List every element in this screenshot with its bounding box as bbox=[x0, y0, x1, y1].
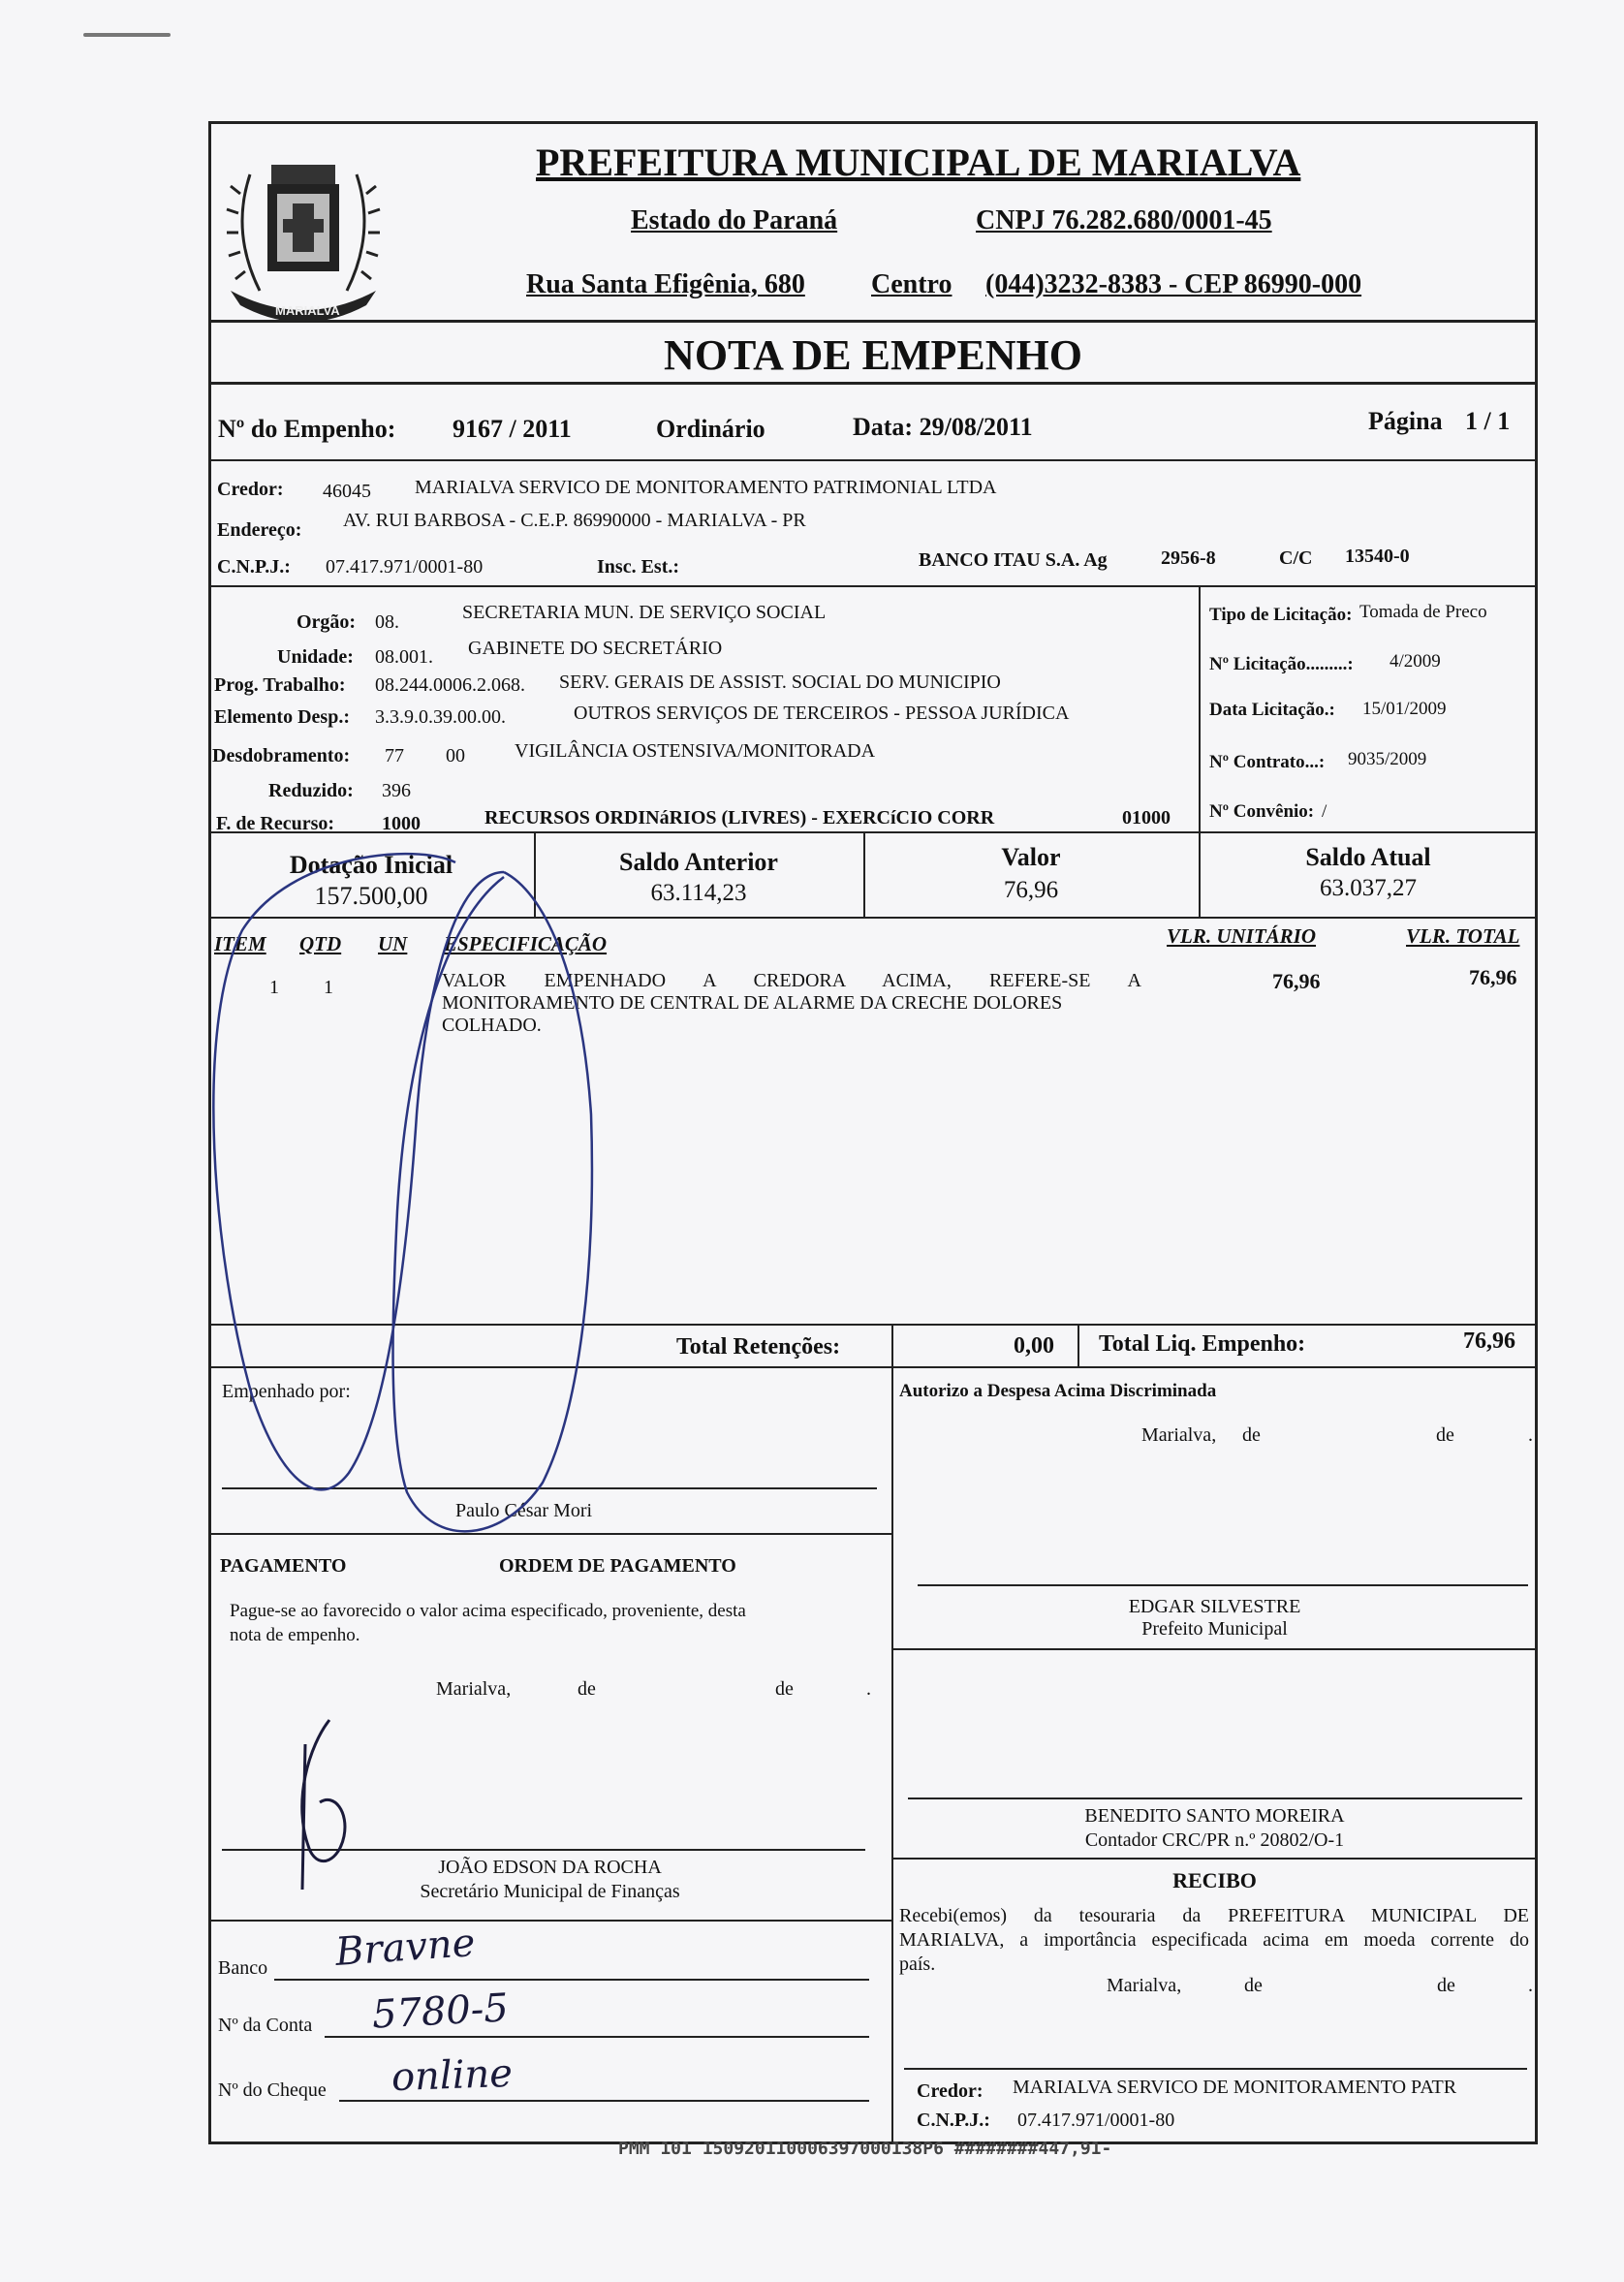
pague-text-2: nota de empenho. bbox=[230, 1625, 360, 1645]
divider-items bbox=[208, 1324, 1538, 1326]
empenho-number: 9167 / 2011 bbox=[453, 415, 572, 443]
valor-value: 76,96 bbox=[1003, 877, 1059, 903]
divider-totals-1 bbox=[891, 1324, 893, 1366]
recibo-de-2: de bbox=[1437, 1975, 1455, 1996]
banco-line bbox=[274, 1979, 869, 1981]
item-specification bbox=[442, 970, 1141, 1037]
autorizo-marialva: Marialva, bbox=[1141, 1424, 1217, 1446]
autorizo-dot: . bbox=[1528, 1424, 1533, 1446]
data-licitacao: 15/01/2009 bbox=[1362, 699, 1447, 719]
desdob-label: Desdobramento: bbox=[212, 745, 351, 766]
item-number: 1 bbox=[269, 977, 279, 998]
liq-empenho-label: Total Liq. Empenho: bbox=[1099, 1331, 1306, 1357]
recibo-credor-name: MARIALVA SERVICO DE MONITORAMENTO PATR bbox=[1013, 2077, 1457, 2098]
recibo-credor-label: Credor: bbox=[917, 2080, 984, 2102]
prog-name: SERV. GERAIS DE ASSIST. SOCIAL DO MUNICIPIO bbox=[559, 672, 1001, 693]
saldo-atual-value: 63.037,27 bbox=[1320, 875, 1417, 901]
pague-dot: . bbox=[866, 1678, 871, 1700]
item-spec-line-3: COLHADO. bbox=[442, 1015, 542, 1036]
prog-label: Prog. Trabalho: bbox=[214, 674, 346, 696]
col-vlr-total: VLR. TOTAL bbox=[1406, 924, 1520, 948]
orgao-code: 08. bbox=[375, 611, 399, 633]
empenhado-sign-line bbox=[222, 1487, 877, 1489]
crest-text: MARIALVA bbox=[275, 303, 340, 318]
divider-accountant bbox=[891, 1858, 1538, 1860]
prefeitura-district: Centro bbox=[871, 269, 953, 299]
col-un: UN bbox=[378, 932, 408, 955]
divider-mayor bbox=[891, 1648, 1538, 1650]
recibo-de-1: de bbox=[1244, 1975, 1263, 1996]
reduzido: 396 bbox=[382, 780, 411, 801]
divider-totals-2 bbox=[1077, 1324, 1079, 1366]
mayor-name: EDGAR SILVESTRE bbox=[1128, 1596, 1301, 1617]
orgao-label: Orgão: bbox=[297, 611, 357, 633]
divider-budget bbox=[208, 831, 1538, 833]
pague-text-1: Pague-se ao favorecido o valor acima especificado, proveniente, desta bbox=[230, 1601, 746, 1621]
empenho-number-label: Nº do Empenho: bbox=[218, 415, 396, 443]
secretary-name: JOÃO EDSON DA ROCHA bbox=[438, 1857, 662, 1878]
creditor-address-label: Endereço: bbox=[217, 519, 302, 541]
conta-line bbox=[325, 2036, 869, 2038]
cheque-line bbox=[339, 2100, 869, 2102]
item-spec-line-2: MONITORAMENTO DE CENTRAL DE ALARME DA CRECHE DOLORES bbox=[442, 992, 1063, 1014]
convenio-label: Nº Convênio: bbox=[1209, 801, 1315, 822]
mayor-title: Prefeito Municipal bbox=[1141, 1618, 1288, 1640]
retencoes-value: 0,00 bbox=[1014, 1333, 1054, 1359]
scan-mark bbox=[83, 33, 171, 37]
cheque-label: Nº do Cheque bbox=[218, 2079, 327, 2101]
contrato-label: Nº Contrato...: bbox=[1209, 752, 1326, 772]
saldo-atual-label: Saldo Atual bbox=[1305, 843, 1431, 871]
prefeitura-address: Rua Santa Efigênia, 680 bbox=[526, 269, 805, 299]
conta-handwriting: 5780-5 bbox=[370, 1985, 510, 2038]
pague-marialva: Marialva, bbox=[436, 1678, 512, 1700]
autorizo-de-1: de bbox=[1242, 1424, 1261, 1446]
dotacao-label: Dotação Inicial bbox=[289, 851, 453, 879]
secretary-sign-line bbox=[222, 1849, 865, 1851]
autorizo-text: Autorizo a Despesa Acima Discriminada bbox=[899, 1381, 1217, 1401]
recurso-code: 1000 bbox=[382, 813, 421, 834]
divider-totals bbox=[208, 1366, 1538, 1368]
col-especificacao: ESPECIFICAÇÃO bbox=[444, 932, 608, 955]
recibo-line-1: Recebi(emos) da tesouraria da PREFEITURA MUNICIPAL DE bbox=[899, 1905, 1529, 1926]
cc-number: 13540-0 bbox=[1345, 546, 1410, 567]
prefeitura-phone-cep: (044)3232-8383 - CEP 86990-000 bbox=[985, 269, 1362, 299]
item-total-value: 76,96 bbox=[1469, 965, 1517, 989]
banco-handwriting: Bravne bbox=[333, 1921, 477, 1975]
prog-code: 08.244.0006.2.068. bbox=[375, 674, 525, 696]
document-title: NOTA DE EMPENHO bbox=[664, 331, 1082, 379]
saldo-anterior-value: 63.114,23 bbox=[650, 880, 747, 906]
conta-label: Nº da Conta bbox=[218, 2015, 313, 2036]
creditor-address: AV. RUI BARBOSA - C.E.P. 86990000 - MARIALVA - PR bbox=[343, 510, 806, 531]
secretary-title: Secretário Municipal de Finanças bbox=[420, 1881, 680, 1902]
accountant-name: BENEDITO SANTO MOREIRA bbox=[1084, 1805, 1345, 1827]
footer-code: PMM 101 150920110006397000138P6 ########447,91- bbox=[618, 2139, 1112, 2159]
recibo-line-2: MARIALVA, a importância especificada acima em moeda corrente do bbox=[899, 1929, 1529, 1951]
elemento-label: Elemento Desp.: bbox=[214, 706, 350, 728]
cc-label: C/C bbox=[1279, 547, 1313, 569]
creditor-cnpj-label: C.N.P.J.: bbox=[217, 556, 291, 578]
recibo-title: RECIBO bbox=[1172, 1868, 1257, 1892]
dotacao-value: 157.500,00 bbox=[314, 882, 428, 910]
contrato: 9035/2009 bbox=[1348, 749, 1427, 769]
retencoes-label: Total Retenções: bbox=[676, 1334, 841, 1360]
divider-empenho bbox=[208, 459, 1538, 461]
recurso-label: F. de Recurso: bbox=[216, 813, 335, 834]
prefeitura-cnpj: CNPJ 76.282.680/0001-45 bbox=[976, 205, 1272, 235]
recibo-line-3: país. bbox=[899, 1954, 936, 1975]
page-number: 1 / 1 bbox=[1465, 407, 1511, 435]
data-licitacao-label: Data Licitação.: bbox=[1209, 700, 1335, 720]
insc-est-label: Insc. Est.: bbox=[597, 556, 680, 578]
saldo-anterior-label: Saldo Anterior bbox=[619, 848, 778, 876]
creditor-label: Credor: bbox=[217, 479, 284, 500]
unidade-label: Unidade: bbox=[277, 646, 354, 668]
elemento-name: OUTROS SERVIÇOS DE TERCEIROS - PESSOA JURÍDICA bbox=[574, 703, 1070, 724]
col-qtd: QTD bbox=[299, 932, 342, 955]
bank-agency: 2956-8 bbox=[1161, 547, 1216, 569]
desdob-name: VIGILÂNCIA OSTENSIVA/MONITORADA bbox=[515, 740, 876, 762]
recibo-dot: . bbox=[1528, 1975, 1533, 1996]
num-licitacao: 4/2009 bbox=[1390, 651, 1441, 672]
ordem-pagamento-title: ORDEM DE PAGAMENTO bbox=[499, 1555, 736, 1577]
accountant-title: Contador CRC/PR n.º 20802/O-1 bbox=[1084, 1829, 1345, 1851]
desdob-b: 00 bbox=[446, 745, 465, 766]
recibo-sign-line bbox=[904, 2068, 1527, 2070]
divider-header bbox=[208, 320, 1538, 323]
prefeitura-title: PREFEITURA MUNICIPAL DE MARIALVA bbox=[536, 141, 1301, 184]
cheque-handwriting: online bbox=[390, 2050, 514, 2101]
num-licitacao-label: Nº Licitação.........: bbox=[1209, 654, 1354, 674]
tipo-licitacao-label: Tipo de Licitação: bbox=[1209, 605, 1353, 625]
recibo-cnpj: 07.417.971/0001-80 bbox=[1017, 2110, 1175, 2131]
recurso-num: 01000 bbox=[1122, 807, 1171, 828]
pagamento-title: PAGAMENTO bbox=[220, 1555, 347, 1577]
valor-label: Valor bbox=[1001, 843, 1061, 871]
col-vlr-unitario: VLR. UNITÁRIO bbox=[1167, 924, 1317, 948]
liq-empenho-value: 76,96 bbox=[1463, 1329, 1515, 1354]
unidade-code: 08.001. bbox=[375, 646, 433, 668]
empenhado-label: Empenhado por: bbox=[222, 1381, 351, 1402]
divider-secretary bbox=[208, 1920, 891, 1922]
empenho-type: Ordinário bbox=[656, 415, 765, 443]
pague-de-2: de bbox=[775, 1678, 794, 1700]
pague-de-1: de bbox=[578, 1678, 596, 1700]
page-label: Página bbox=[1368, 407, 1443, 435]
elemento-code: 3.3.9.0.39.00.00. bbox=[375, 706, 506, 728]
empenho-date: Data: 29/08/2011 bbox=[853, 413, 1033, 441]
desdob-a: 77 bbox=[385, 745, 404, 766]
convenio: / bbox=[1322, 801, 1327, 822]
banco-label: Banco bbox=[218, 1957, 268, 1979]
accountant-sign-line bbox=[908, 1797, 1522, 1799]
col-item: ITEM bbox=[214, 932, 266, 955]
mayor-sign-line bbox=[918, 1584, 1528, 1586]
autorizo-de-2: de bbox=[1436, 1424, 1454, 1446]
item-spec-line-1: VALOR EMPENHADO A CREDORA ACIMA, REFERE-SE A bbox=[442, 970, 1141, 991]
recibo-marialva: Marialva, bbox=[1107, 1975, 1182, 1996]
recibo-cnpj-label: C.N.P.J.: bbox=[917, 2110, 990, 2131]
recibo-text bbox=[899, 1904, 1529, 1977]
creditor-name: MARIALVA SERVICO DE MONITORAMENTO PATRIMONIAL LTDA bbox=[415, 477, 997, 498]
state-name: Estado do Paraná bbox=[631, 205, 838, 235]
divider-values bbox=[208, 917, 1538, 919]
reduzido-label: Reduzido: bbox=[268, 780, 354, 801]
divider-title bbox=[208, 382, 1538, 385]
recurso-name: RECURSOS ORDINáRIOS (LIVRES) - EXERCíCIO CORR bbox=[484, 807, 995, 828]
empenhado-name: Paulo César Mori bbox=[455, 1500, 593, 1521]
unidade-name: GABINETE DO SECRETÁRIO bbox=[468, 638, 723, 659]
item-qtd: 1 bbox=[324, 977, 333, 998]
divider-lower bbox=[891, 1366, 893, 2144]
divider-creditor bbox=[208, 585, 1538, 587]
divider-empenhado bbox=[208, 1533, 891, 1535]
orgao-name: SECRETARIA MUN. DE SERVIÇO SOCIAL bbox=[462, 602, 827, 623]
bank-name: BANCO ITAU S.A. Ag bbox=[919, 549, 1108, 571]
municipal-crest bbox=[211, 136, 395, 325]
item-unit-value: 76,96 bbox=[1272, 969, 1321, 993]
divider-licitacao bbox=[1199, 585, 1201, 831]
creditor-code: 46045 bbox=[323, 481, 371, 502]
tipo-licitacao: Tomada de Preco bbox=[1359, 602, 1487, 622]
creditor-cnpj: 07.417.971/0001-80 bbox=[326, 556, 484, 578]
